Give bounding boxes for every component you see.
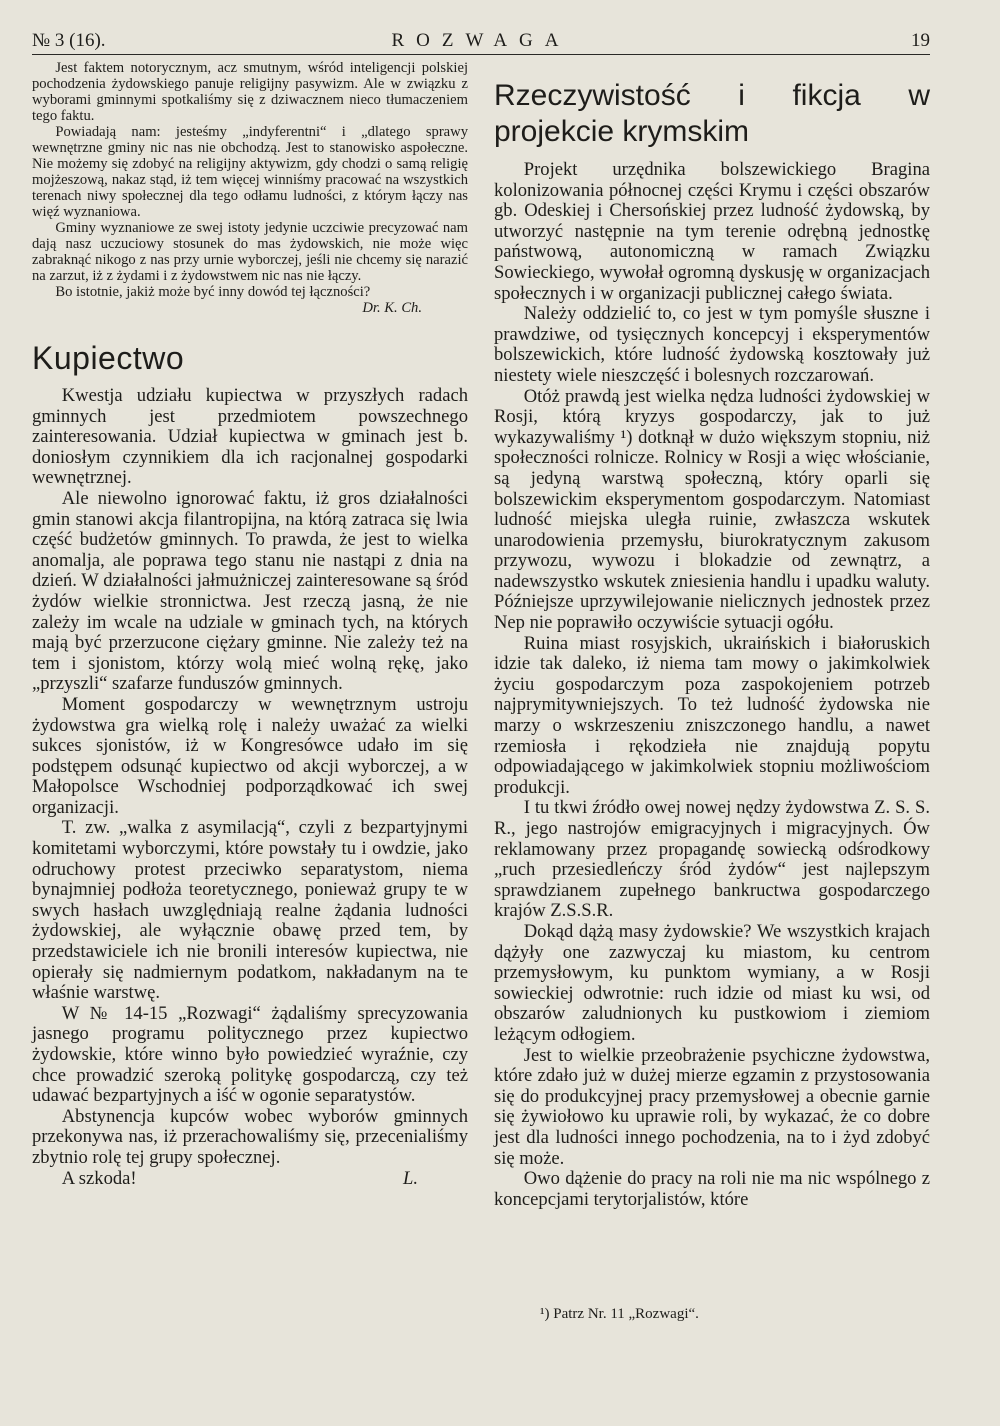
right-article-paragraph: I tu tkwi źródło owej nowej nędzy żydowstwa Z. S. S. R., jego nastrojów emigracyjnych i migracyjnych. Ów reklamowany przez propagandę sowiecką odśrodkowy „ruch przesiedleńczy śród żydów“ jest najlepszym sprawdzianem zupełnego bankructwa gospodarczego krajów Z.S.S.R. — [494, 797, 930, 922]
right-article-paragraph: Owo dążenie do pracy na roli nie ma nic wspólnego z koncepcjami terytorjalistów, które — [494, 1168, 930, 1210]
right-article — [494, 160, 930, 1210]
kupiectwo-paragraph: Kwestja udziału kupiectwa w przyszłych radach gminnych jest przedmiotem powszechnego zainteresowania. Udział kupiectwa w gminach jest b. doniosłym czynnikiem dla ich racjonalnej gospodarki wewnętrznej. — [32, 385, 468, 489]
kupiectwo-paragraph: Moment gospodarczy w wewnętrznym ustroju żydowstwa gra wielką rolę i należy uważać za wielki sukces sjonistów, iż w Kongresówce udało im się podstępem odsunąć kupiectwo od akcji wyborczej, a w Małopolsce Wschodniej podporządkować ich swej organizacji. — [32, 693, 468, 818]
right-article-paragraph: Projekt urzędnika bolszewickiego Bragina kolonizowania północnej części Krymu i części obszarów gb. Odeskiej i Chersońskiej przez ludność żydowską, by utworzyć następnie na tym terenie odrębną jednostkę państwową, autonomiczną w ramach Związku Sowieckiego, wywołał ogromną dyskusję w organizacjach społecznych i w organizacji publicznej całego świata. — [494, 159, 930, 304]
right-article-paragraph: Jest to wielkie przeobrażenie psychiczne żydowstwa, które zdało już w dużej mierze egzamin z przystosowania się do produkcyjnej pracy przemysłowej a obecnie garnie się żywiołowo ku uprawie roli, by wykazać, że co dobre jest dla ludności innego pochodzenia, na to i żyd zdobyć się może. — [494, 1044, 930, 1169]
kupiectwo-article — [32, 386, 468, 1189]
kupiectwo-signature: L. — [403, 1167, 418, 1189]
issue-number: № 3 (16). — [32, 30, 106, 51]
footnote: ¹) Patrz Nr. 11 „Rozwagi“. — [540, 1306, 699, 1322]
left-article — [32, 60, 468, 316]
right-column — [494, 60, 930, 1210]
page-number: 19 — [911, 30, 930, 51]
right-article-paragraph: Ruina miast rosyjskich, ukraińskich i białoruskich idzie tak daleko, iż niema tam mowy o jakimkolwiek życiu gospodarczym poza zaspokojeniem potrzeb najprymitywniejszych. To też ludność żydowska nie marzy o wskrzeszeniu zniszczonego handlu, a nawet rzemiosła i rękodzieła nie znajdują popytu odpowiadającego w jakimkolwiek stopniu możliwościom produkcji. — [494, 632, 930, 798]
right-article-title: Rzeczywistość i fikcja w projekcie krymskim — [494, 79, 930, 148]
kupiectwo-paragraph: Ale niewolno ignorować faktu, iż gros działalności gmin stanowi akcja filantropijna, na którą zatraca się lwia część budżetów gminnych. To prawda, że jest to wielka anomalja, ale poprawa tego stanu nie nastąpi z dnia na dzień. W działalności jałmużniczej zainteresowane są śród żydów wielkie stronnictwa. Jest rzeczą jasną, że nie zależy im wcale na udziale w gminach tych, na których mają być przerzucone ciężary gminne. Nie zależy też na tem i sjonistom, którzy wolą mieć wolną rękę, jako „przyszli“ szafarze funduszów gminnych. — [32, 487, 468, 695]
left-article-paragraph: Powiadają nam: jesteśmy „indyferentni“ i „dlatego sprawy wewnętrzne gminy nic nas nie obchodzą. Jest to stanowisko aspołeczne. Nie możemy się zdobyć na religijny aktywizm, gdy chodzi o samą religię mojżeszową, nakaz stąd, iż tem więcej winniśmy pracować na wszystkich terenach niwy społecznej dla tego odłamu ludności, z którym łączy nas więź wyznaniowa. — [32, 124, 468, 220]
right-article-paragraph: Dokąd dążą masy żydowskie? We wszystkich krajach dążyły one zazwyczaj ku miastom, ku centrom przemysłowym, ku punktom wymiany, a w Rosji sowieckiej odwrotnie: ruch idzie od miast ku wsi, od obszarów zaludnionych ku pustkowiom i ziemiom leżącym odłogiem. — [494, 920, 930, 1045]
left-article-paragraph: Bo istotnie, jakiż może być inny dowód tej łączności? — [55, 284, 371, 300]
left-column — [32, 60, 468, 1189]
section-title-kupiectwo: Kupiectwo — [32, 340, 185, 376]
left-article-paragraph: Gminy wyznaniowe ze swej istoty jedynie uczciwie precyzować nam dają nasz uczuciowy stosunek do mas żydowskich, nie może więc zabraknąć nikogo z nas przy urnie wyborczej, jeśli nie chcemy się narazić na zarzut, iż z żydami i z żydowstwem nic nas nie łączy. — [32, 220, 468, 284]
right-article-paragraph: Należy oddzielić to, co jest w tym pomyśle słuszne i prawdziwe, od tysięcznych koncepcyj i eksperymentów bolszewickich, które ludność żydowską kosztowały już niestety wiele nieszczęść i bolesnych rozczarowań. — [494, 303, 930, 386]
journal-title: ROZWAGA — [391, 30, 571, 51]
kupiectwo-paragraph: Abstynencja kupców wobec wyborów gminnych przekonywa nas, iż przerachowaliśmy się, przecenialiśmy zbytnio rolę tej grupy społecznej. — [32, 1105, 468, 1168]
left-article-paragraph: Jest faktem notorycznym, acz smutnym, wśród inteligencji polskiej pochodzenia żydowskiego panuje religijny pasywizm. Ale w związku z wyborami gminnymi spotkaliśmy się z dziwacznem nieco tłumaczeniem tego faktu. — [32, 60, 468, 124]
right-article-paragraph: Otóż prawdą jest wielka nędza ludności żydowskiej w Rosji, którą kryzys gospodarczy, jak to już wykazywaliśmy ¹) dotknął w dużo większym stopniu, niż społeczności rolnicze. Rolnicy w Rosji a więc włościanie, są jedyną warstwą społeczną, który oparli się bolszewickim eksperymentom gospodarczym. Natomiast ludność miejska uległa ruinie, zwłaszcza wskutek unarodowienia przemysłu, biurokratycznym zakusom przywozu, wywozu i blokadzie od zewnątrz, a nadewszystko wskutek zniesienia handlu i upadku waluty. Późniejsze uprzywilejowanie nielicznych jednostek przez Nep nie poprawiło oczywiście sytuacji ogółu. — [494, 385, 930, 634]
kupiectwo-paragraph: T. zw. „walka z asymilacją“, czyli z bezpartyjnymi komitetami wyborczymi, które powstały tu i owdzie, jako odruchowy protest przeciwko separatystom, niema bynajmniej podłoża teoretycznego, ponieważ grupy te w swych hasłach uwzględniają realne żądania ludności żydowskiej, ale wyłącznie obawę przed tem, by przedstawiciele ich nie bronili interesów kupiectwa, nie opierały się nadmiernym podatkom, nakładanym na te właśnie warstwę. — [32, 817, 468, 1004]
kupiectwo-last-line: A szkoda! — [61, 1167, 137, 1189]
kupiectwo-closing — [32, 1169, 468, 1190]
page-header — [32, 28, 930, 55]
left-article-signature: Dr. K. Ch. — [362, 300, 422, 316]
kupiectwo-paragraph: W № 14-15 „Rozwagi“ żądaliśmy sprecyzowania jasnego programu politycznego przez kupiectwo żydowskie, które winno było powiedzieć wyraźnie, czy chce prowadzić szeroką politykę gospodarczą, czy też udawać bezpartyjnych a iść w ogonie separatystów. — [32, 1002, 468, 1107]
